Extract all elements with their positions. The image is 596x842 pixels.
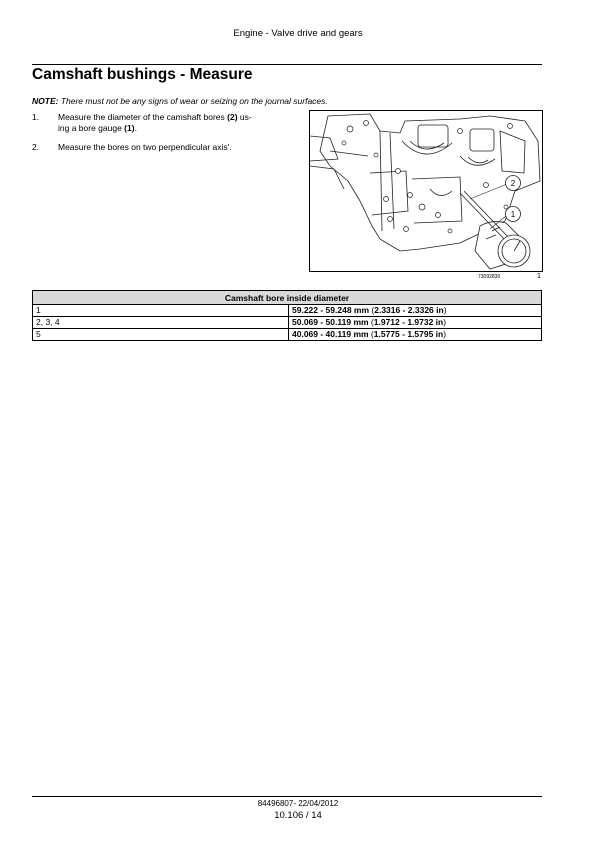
callout-ref: (2) <box>227 112 238 122</box>
step-number: 1. <box>32 112 40 122</box>
step-2 <box>32 142 294 153</box>
figure-number: 1 <box>537 273 541 280</box>
callout-2-label: 2 <box>510 179 516 188</box>
section-title: Camshaft bushings - Measure <box>32 66 253 83</box>
figure-code: 73092830 <box>478 274 501 280</box>
header-rule <box>32 64 542 65</box>
table-row <box>33 305 542 317</box>
engine-block-illustration <box>309 110 543 272</box>
table-row <box>33 329 542 341</box>
table-row <box>33 317 542 329</box>
callout-1-label: 1 <box>510 210 516 219</box>
footer-doc-code: 84496807- 22/04/2012 <box>257 799 339 808</box>
bore-number: 1 <box>33 305 289 317</box>
step-text: Measure the bores on two perpendicular axis'. <box>58 142 232 152</box>
procedure-steps <box>32 112 294 161</box>
bore-diameter-table <box>32 290 542 341</box>
step-1 <box>32 112 294 134</box>
table-header: Camshaft bore inside diameter <box>33 291 542 305</box>
step-text: Measure the diameter of the camshaft bores (2) us- ing a bore gauge (1). <box>58 112 252 133</box>
note-text: There must not be any signs of wear or seizing on the journal surfaces. <box>58 96 328 106</box>
footer-rule <box>32 796 542 797</box>
bore-diameter: 50.069 - 50.119 mm (1.9712 - 1.9732 in) <box>289 317 542 329</box>
callout-ref: (1) <box>124 123 135 133</box>
table-header-row <box>33 291 542 305</box>
running-header: Engine - Valve drive and gears <box>233 28 363 39</box>
bore-diameter: 59.222 - 59.248 mm (2.3316 - 2.3326 in) <box>289 305 542 317</box>
step-number: 2. <box>32 142 40 152</box>
bore-number: 5 <box>33 329 289 341</box>
note <box>32 96 328 106</box>
bore-number: 2, 3, 4 <box>33 317 289 329</box>
bore-diameter: 40.069 - 40.119 mm (1.5775 - 1.5795 in) <box>289 329 542 341</box>
footer-page-number: 10.106 / 14 <box>274 810 322 821</box>
note-label: NOTE: <box>32 96 59 106</box>
illustration-drawing <box>310 111 542 271</box>
